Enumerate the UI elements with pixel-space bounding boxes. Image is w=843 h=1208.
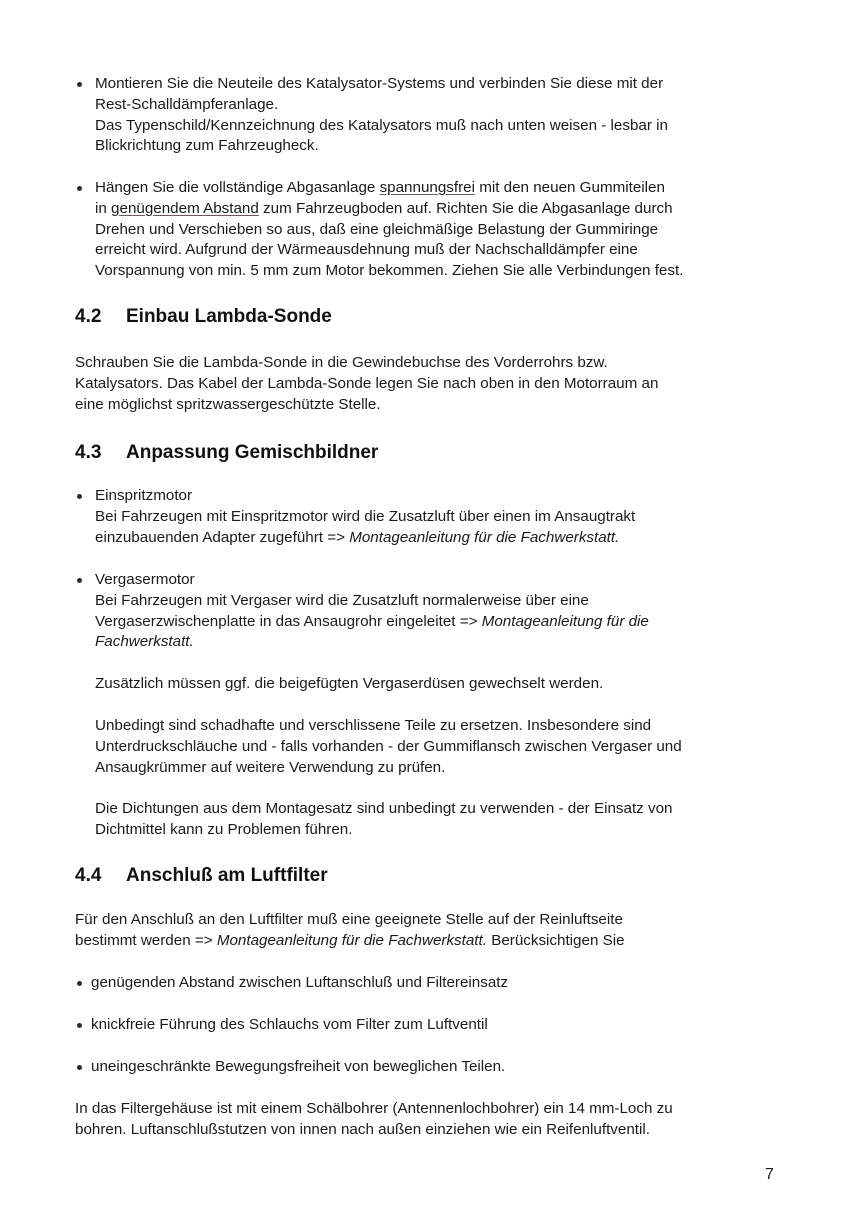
text-line: bohren. Luftanschlußstutzen von innen nach außen einziehen wie ein Reifenluftventil. — [75, 1120, 650, 1138]
text: bestimmt werden => — [75, 931, 217, 949]
text-line: Das Typenschild/Kennzeichnung des Katalysators muß nach unten weisen - lesbar in — [95, 116, 668, 134]
bullet-haengen — [75, 178, 775, 282]
bullet-abstand — [75, 973, 775, 994]
bullet-vergasermotor — [75, 570, 775, 841]
section-heading-4-4 — [75, 864, 328, 888]
underlined-text: genügendem Abstand — [111, 199, 259, 217]
text-line — [95, 178, 775, 199]
text-line — [95, 199, 775, 220]
text-line: Katalysators. Das Kabel der Lambda-Sonde legen Sie nach oben in den Motorraum an — [75, 374, 659, 392]
section-title: Anpassung Gemischbildner — [126, 442, 379, 463]
text-line — [95, 528, 775, 549]
text: Hängen Sie die vollständige Abgasanlage — [95, 179, 380, 196]
text-line: Dichtmittel kann zu Problemen führen. — [95, 821, 353, 839]
bullet-icon — [77, 1065, 82, 1070]
text-line: Für den Anschluß an den Luftfilter muß eine geeignete Stelle auf der Reinluftseite — [75, 911, 623, 928]
text-line — [75, 931, 775, 952]
text-line: Montieren Sie die Neuteile des Katalysator-Systems und verbinden Sie diese mit der — [95, 75, 664, 92]
page-number: 7 — [765, 1166, 774, 1183]
bullet-montieren — [75, 74, 775, 157]
text-line: Vorspannung von min. 5 mm zum Motor bekommen. Ziehen Sie alle Verbindungen fest. — [95, 262, 684, 280]
text-line — [95, 612, 775, 633]
paragraph-luftfilter-intro — [75, 910, 775, 952]
text-line: Ansaugkrümmer auf weitere Verwendung zu prüfen. — [95, 758, 446, 776]
text-line: Rest-Schalldämpferanlage. — [95, 95, 279, 113]
text: Vergaserzwischenplatte in das Ansaugrohr eingeleitet => — [95, 612, 482, 630]
reference-text: Montageanleitung für die Fachwerkstatt. — [216, 931, 487, 949]
text-line: Zusätzlich müssen ggf. die beigefügten Vergaserdüsen gewechselt werden. — [95, 675, 604, 693]
bullet-label: Vergasermotor — [95, 571, 195, 588]
section-number: 4.3 — [75, 442, 102, 463]
text: Berücksichtigen Sie — [486, 931, 625, 949]
bullet-knickfrei — [75, 1015, 775, 1036]
paragraph-luftfilter-outro — [75, 1099, 775, 1141]
text-line: Unterdruckschläuche und - falls vorhanden - der Gummiflansch zwischen Vergaser und — [95, 737, 682, 755]
text-line: In das Filtergehäuse ist mit einem Schälbohrer (Antennenlochbohrer) ein 14 mm-Loch zu — [75, 1100, 673, 1117]
text-line: Die Dichtungen aus dem Montagesatz sind unbedingt zu verwenden - der Einsatz von — [95, 800, 673, 818]
text-line: knickfreie Führung des Schlauchs vom Filter zum Luftventil — [91, 1016, 488, 1033]
bullet-label: Einspritzmotor — [95, 487, 193, 504]
text-line: erreicht wird. Aufgrund der Wärmeausdehnung muß der Nachschalldämpfer eine — [95, 241, 638, 259]
text: zum Fahrzeugboden auf. Richten Sie die Abgasanlage durch — [258, 199, 673, 217]
section-number: 4.2 — [75, 306, 102, 327]
section-title: Einbau Lambda-Sonde — [126, 306, 332, 327]
section-title: Anschluß am Luftfilter — [126, 865, 328, 886]
text-line: genügenden Abstand zwischen Luftanschluß und Filtereinsatz — [91, 974, 509, 991]
text-line: uneingeschränkte Bewegungsfreiheit von beweglichen Teilen. — [91, 1058, 506, 1075]
reference-text: Montageanleitung für die — [481, 612, 649, 630]
bullet-icon — [77, 1023, 82, 1028]
text-line: Blickrichtung zum Fahrzeugheck. — [95, 137, 319, 155]
bullet-icon — [77, 494, 82, 499]
paragraph-lambda — [75, 353, 775, 415]
section-heading-4-3 — [75, 441, 378, 465]
text-line: Bei Fahrzeugen mit Vergaser wird die Zusatzluft normalerweise über eine — [95, 591, 589, 609]
reference-text: Fachwerkstatt. — [95, 633, 194, 651]
reference-text: Montageanleitung für die Fachwerkstatt. — [349, 528, 620, 546]
bullet-bewegungsfreiheit — [75, 1057, 775, 1078]
bullet-icon — [77, 186, 82, 191]
bullet-icon — [77, 578, 82, 583]
text-line: Unbedingt sind schadhafte und verschlissene Teile zu ersetzen. Insbesondere sind — [95, 716, 652, 734]
text: in — [95, 199, 112, 217]
section-number: 4.4 — [75, 865, 102, 886]
text-line: eine möglichst spritzwassergeschützte Stelle. — [75, 395, 381, 413]
text-line: Drehen und Verschieben so aus, daß eine gleichmäßige Belastung der Gummiringe — [95, 220, 659, 238]
text-line: Bei Fahrzeugen mit Einspritzmotor wird die Zusatzluft über einen im Ansaugtrakt — [95, 507, 636, 525]
bullet-icon — [77, 981, 82, 986]
text-line: Schrauben Sie die Lambda-Sonde in die Gewindebuchse des Vorderrohrs bzw. — [75, 354, 608, 371]
text: mit den neuen Gummiteilen — [474, 179, 665, 196]
underlined-text: spannungsfrei — [379, 179, 475, 196]
bullet-einspritzmotor — [75, 486, 775, 548]
text: einzubauenden Adapter zugeführt => — [95, 528, 350, 546]
section-heading-4-2 — [75, 305, 332, 329]
bullet-icon — [77, 82, 82, 87]
